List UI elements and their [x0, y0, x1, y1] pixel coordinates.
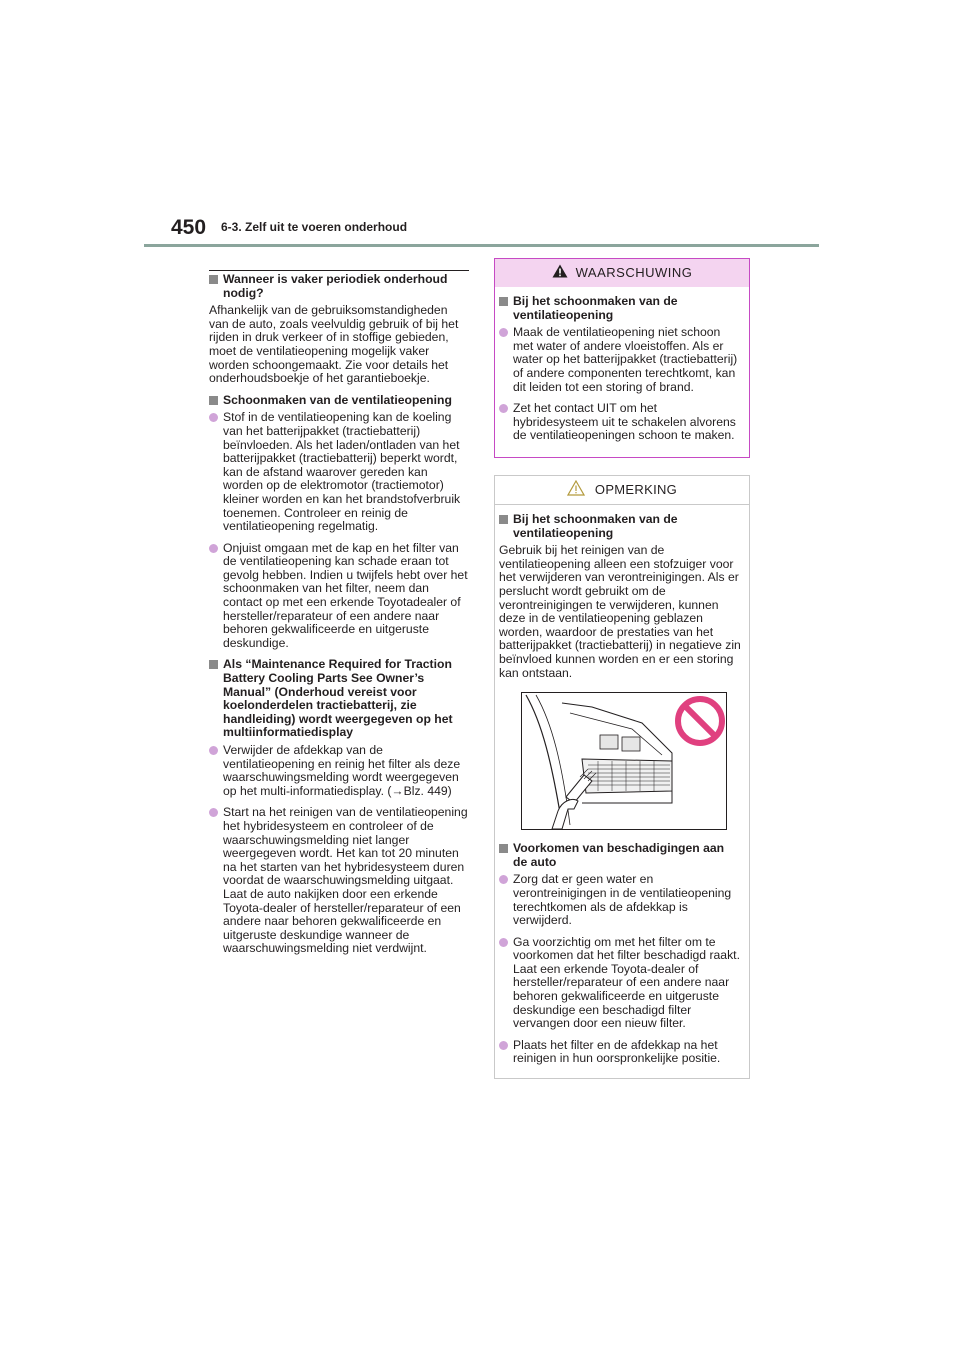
- warning-header: [495, 259, 749, 287]
- bullet-item: Plaats het filter en de afdekkap na het reinigen in hun oorspronkelijke positie.: [499, 1039, 741, 1066]
- bullet-item: Start na het reinigen van de ventilatieopening het hybridesysteem en controleer of de waarschuwingsmelding niet langer weergegeven wordt. Het kan tot 20 minuten na het starten van het hybridesysteem duren voordat de waarschuwingsmelding uitgaat. Laat de auto nakijken door een erkende Toyota-dealer of hersteller/reparateur of een andere naar behoren gekwalificeerde en uitgeruste deskundige wanneer de waarschuwingsmelding niet verdwijnt.: [209, 806, 469, 956]
- paragraph: Gebruik bij het reinigen van de ventilatieopening alleen een stofzuiger voor het verwijderen van verontreinigingen. Als er perslucht wordt gebruikt om de verontreinigingen te verwijderen, kunnen deze in de ventilatieopening geblazen worden, waardoor de prestaties van het batterijpakket (tractiebatterij) in negatieve zin beïnvloed kunnen worden en er een storing kan ontstaan.: [499, 543, 741, 680]
- warning-triangle-icon: [552, 264, 568, 282]
- page-number: 450: [171, 216, 207, 239]
- bullet-item: Maak de ventilatieopening niet schoon met water of andere vloeistoffen. Als er water op het batterijpakket (tractiebatterij) of andere componenten terechtkomt, kan dit leiden tot een storing of brand.: [499, 326, 741, 394]
- note-heading: Bij het schoonmaken van de ventilatieopening: [499, 513, 741, 540]
- bullet-item: Zet het contact UIT om het hybridesysteem uit te schakelen alvorens de ventilatieopeningen schoon te maken.: [499, 402, 741, 443]
- vent-cleaning-illustration: [521, 692, 727, 830]
- header-rule: [144, 244, 819, 247]
- section-heading: Wanneer is vaker periodiek onderhoud nodig?: [209, 270, 469, 300]
- bullet-item: Stof in de ventilatieopening kan de koeling van het batterijpakket (tractiebatterij) beïnvloeden. Als het laden/ontladen van het batterijpakket (tractiebatterij) beperkt wordt, kan de afstand waarover gereden kan worden op de elektromotor (tractiemotor) kleiner worden en kan het brandstofverbruik toenemen. Controleer en reinig de ventilatieopening regelmatig.: [209, 411, 469, 533]
- chapter-title: 6-3. Zelf uit te voeren onderhoud: [221, 220, 408, 234]
- bullet-item: Onjuist omgaan met de kap en het filter van de ventilatieopening kan schade eraan tot gevolg hebben. Indien u twijfels hebt over het schoonmaken van het filter, neem dan contact op met een erkende Toyotadealer of hersteller/reparateur of een andere naar behoren gekwalificeerde en uitgeruste deskundige.: [209, 542, 469, 651]
- warning-heading: Bij het schoonmaken van de ventilatieopening: [499, 295, 741, 322]
- warning-body: [495, 287, 749, 455]
- paragraph: Afhankelijk van de gebruiksomstandigheden van de auto, zoals veelvuldig gebruik of bij het rijden in druk verkeer of in stoffige gebieden, moet de ventilatieopening mogelijk vaker worden schoongemaakt. Zie voor details het onderhoudsboekje of het garantieboekje.: [209, 303, 459, 386]
- bullet-item: Zorg dat er geen water en verontreinigingen in de ventilatieopening terechtkomen als de afdekkap is verwijderd.: [499, 873, 741, 927]
- left-column: [209, 270, 469, 964]
- bullet-item: Ga voorzichtig om met het filter om te voorkomen dat het filter beschadigd raakt. Laat een erkende Toyota-dealer of hersteller/reparateur of een andere naar behoren gekwalificeerde en uitgeruste deskundige een beschadigd filter vervangen door een nieuw filter.: [499, 936, 741, 1031]
- warning-box: [494, 258, 750, 458]
- caution-triangle-icon: [567, 480, 585, 500]
- note-title: OPMERKING: [594, 482, 678, 498]
- prohibition-icon: [678, 699, 722, 743]
- warning-title: WAARSCHUWING: [575, 265, 693, 281]
- section-heading: Schoonmaken van de ventilatieopening: [209, 394, 469, 408]
- note-heading: Voorkomen van beschadigingen aan de auto: [499, 842, 741, 869]
- note-body: [495, 505, 749, 1078]
- note-box: [494, 475, 750, 1079]
- right-column: [494, 258, 752, 1079]
- note-header: [495, 476, 749, 505]
- section-heading: Als “Maintenance Required for Traction Battery Cooling Parts See Owner’s Manual” (Onderhoud vereist voor koelonderdelen tractiebatterij, zie handleiding) wordt weergegeven op het multiinformatiedisplay: [209, 658, 469, 740]
- bullet-item: Verwijder de afdekkap van de ventilatieopening en reinig het filter als deze waarschuwingsmelding wordt weergegeven op het multi-informatiedisplay. (→Blz. 449): [209, 744, 469, 798]
